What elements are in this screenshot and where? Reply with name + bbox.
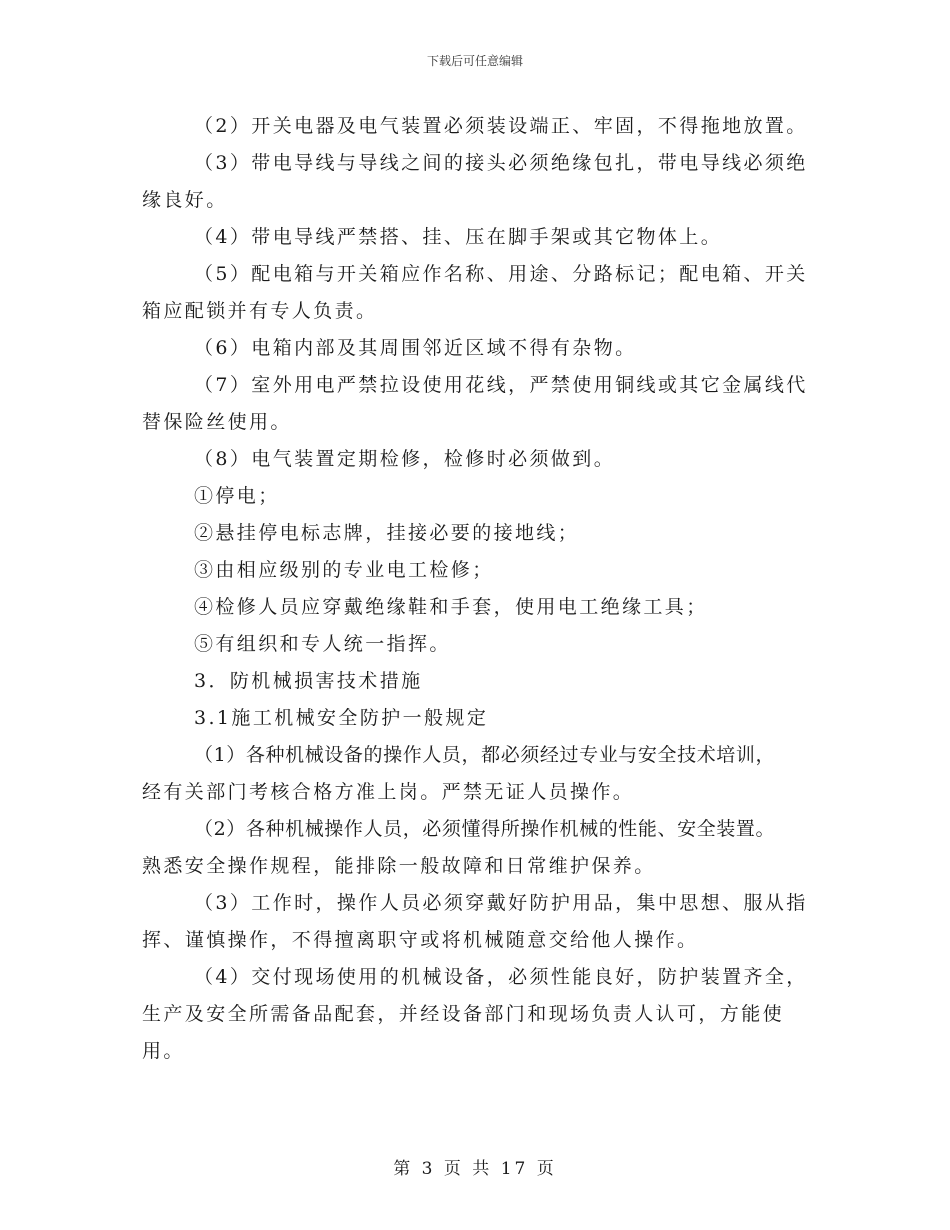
paragraph-line: （4）交付现场使用的机械设备，必须性能良好，防护装置齐全， <box>194 966 808 988</box>
paragraph-line: 经有关部门考核合格方准上岗。严禁无证人员操作。 <box>142 781 635 803</box>
list-item: ③由相应级别的专业电工检修； <box>194 559 494 581</box>
paragraph-line: 挥、谨慎操作，不得擅离职守或将机械随意交给他人操作。 <box>142 929 699 951</box>
paragraph-line: （5）配电箱与开关箱应作名称、用途、分路标记；配电箱、开关 <box>194 263 808 285</box>
paragraph-line: （3）带电导线与导线之间的接头必须绝缘包扎，带电导线必须绝 <box>194 152 808 174</box>
paragraph-line: （2）开关电器及电气装置必须装设端正、牢固，不得拖地放置。 <box>194 115 808 137</box>
paragraph-line: 熟悉安全操作规程，能排除一般故障和日常维护保养。 <box>142 855 656 877</box>
paragraph-line: （3）工作时，操作人员必须穿戴好防护用品，集中思想、服从指 <box>194 892 808 914</box>
page-number: 第 3 页 共 17 页 <box>393 1159 557 1179</box>
paragraph-line: 缘良好。 <box>142 189 228 211</box>
document-body <box>142 108 814 1070</box>
list-item: ①停电； <box>194 485 280 507</box>
paragraph-line: （7）室外用电严禁拉设使用花线，严禁使用铜线或其它金属线代 <box>194 374 808 396</box>
paragraph-line: 替保险丝使用。 <box>142 411 292 433</box>
paragraph-line: （2）各种机械操作人员，必须懂得所操作机械的性能、安全装置。 <box>194 818 776 840</box>
list-item: ②悬挂停电标志牌，挂接必要的接地线； <box>194 522 580 544</box>
subsection-heading: 3.1施工机械安全防护一般规定 <box>194 707 489 729</box>
paragraph-line: （4）带电导线严禁搭、挂、压在脚手架或其它物体上。 <box>194 226 723 248</box>
paragraph-line: 生产及安全所需备品配套，并经设备部门和现场负责人认可，方能使 <box>142 1003 785 1025</box>
section-heading: 3．防机械损害技术措施 <box>194 670 423 692</box>
paragraph-line: 用。 <box>142 1040 185 1062</box>
paragraph-line: 箱应配锁并有专人负责。 <box>142 300 378 322</box>
page-header: 下载后可任意编辑 <box>426 54 523 68</box>
paragraph-line: （6）电箱内部及其周围邻近区域不得有杂物。 <box>194 337 637 359</box>
list-item: ⑤有组织和专人统一指挥。 <box>194 633 451 655</box>
paragraph-line: （8）电气装置定期检修，检修时必须做到。 <box>194 448 616 470</box>
paragraph-line: （1）各种机械设备的操作人员，都必须经过专业与安全技术培训， <box>194 744 776 766</box>
list-item: ④检修人员应穿戴绝缘鞋和手套，使用电工绝缘工具； <box>194 596 708 618</box>
